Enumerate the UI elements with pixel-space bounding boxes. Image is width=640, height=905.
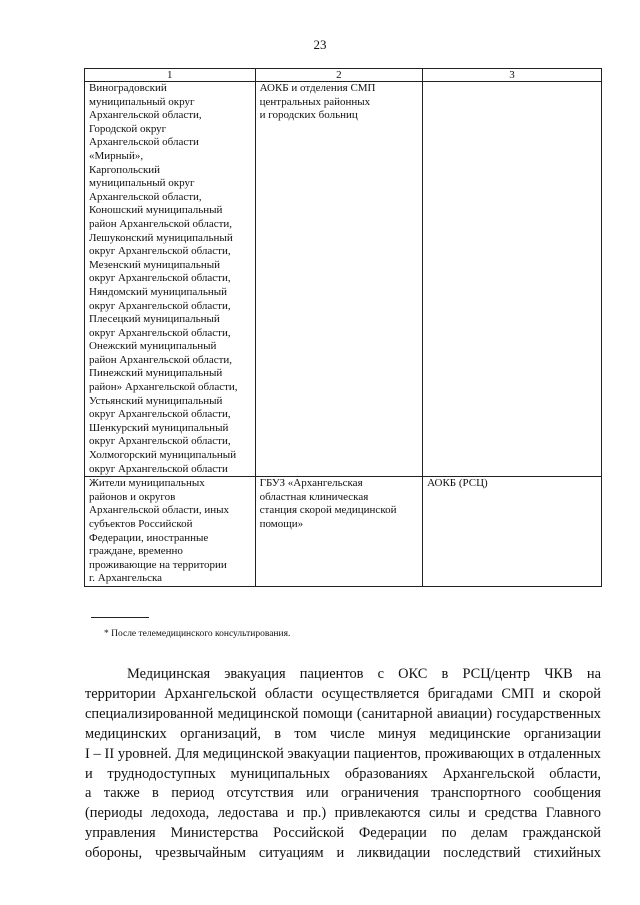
paragraph-line: Медицинская эвакуация пациентов с ОКС в РСЦ/центр ЧКВ на bbox=[127, 666, 601, 682]
cell-line: Архангельской области, иных bbox=[89, 504, 230, 517]
cell-line: Архангельской области bbox=[89, 136, 199, 149]
table-row bbox=[85, 477, 602, 587]
cell-line: Холмогорский муниципальный bbox=[89, 449, 237, 462]
paragraph-line: I – II уровней. Для медицинской эвакуации пациентов, проживающих в отдаленных bbox=[85, 745, 601, 762]
body-paragraph bbox=[85, 665, 601, 864]
cell-line: станция скорой медицинской bbox=[259, 504, 397, 517]
cell-line: Жители муниципальных bbox=[89, 477, 205, 490]
table-row bbox=[85, 82, 602, 477]
paragraph-line: специализированной медицинской помощи (санитарной авиации) государственных bbox=[85, 705, 601, 722]
row2-territory-cell bbox=[85, 477, 256, 587]
cell-line: Устьянский муниципальный bbox=[89, 394, 223, 407]
row1-first-stage-cell bbox=[255, 82, 423, 477]
cell-line: г. Архангельска bbox=[89, 572, 163, 585]
cell-line: Коношский муниципальный bbox=[89, 204, 223, 217]
cell-line: проживающие на территории bbox=[89, 558, 227, 571]
cell-line: Городской округ bbox=[89, 122, 167, 135]
footnote: * После телемедицинского консультирования. bbox=[104, 629, 291, 639]
cell-line: Онежский муниципальный bbox=[89, 340, 217, 353]
cell-line: граждане, временно bbox=[89, 545, 183, 558]
cell-line: помощи» bbox=[259, 518, 304, 530]
paragraph-line: территории Архангельской области осуществляется бригадами СМП и скорой bbox=[85, 685, 601, 702]
footnote-divider bbox=[91, 617, 149, 618]
row1-second-stage-cell bbox=[423, 82, 602, 477]
cell-line: ГБУЗ «Архангельская bbox=[259, 477, 363, 490]
column-number-3: 3 bbox=[423, 69, 602, 82]
paragraph-line: а также в период отсутствия или ограничения транспортного сообщения bbox=[85, 785, 601, 802]
cell-line: округ Архангельской области, bbox=[89, 299, 231, 312]
cell-line: районов и округов bbox=[89, 490, 176, 503]
cell-line: Няндомский муниципальный bbox=[89, 285, 228, 298]
cell-line: округ Архангельской области, bbox=[89, 326, 231, 339]
column-number-1: 1 bbox=[85, 69, 256, 82]
row1-territory-cell bbox=[85, 82, 256, 477]
cell-line: центральных районных bbox=[259, 95, 371, 108]
cell-line: и городских больниц bbox=[259, 109, 358, 122]
paragraph-line: управления Министерства Российской Федерации по делам гражданской bbox=[85, 825, 601, 842]
paragraph-line: обороны, чрезвычайным ситуациям и ликвидации последствий стихийных bbox=[85, 845, 601, 862]
row2-first-stage-cell bbox=[255, 477, 423, 587]
cell-line: «Мирный», bbox=[89, 149, 144, 162]
cell-line: район» Архангельской области, bbox=[89, 381, 238, 394]
column-number-2: 2 bbox=[255, 69, 423, 82]
cell-line: Мезенский муниципальный bbox=[89, 258, 221, 271]
routing-table bbox=[84, 68, 602, 587]
cell-line: Плесецкий муниципальный bbox=[89, 313, 220, 326]
cell-line: Архангельской области, bbox=[89, 109, 202, 122]
table-header-row bbox=[85, 69, 602, 82]
paragraph-line: (периоды ледохода, ледостава и пр.) привлекаются силы и средства Главного bbox=[85, 805, 601, 822]
cell-line: округ Архангельской области, bbox=[89, 245, 231, 258]
cell-line: Лешуконский муниципальный bbox=[89, 231, 233, 244]
cell-line: муниципальный округ bbox=[89, 177, 195, 190]
row2-second-stage-cell bbox=[423, 477, 602, 587]
cell-line: Каргопольский bbox=[89, 163, 161, 176]
cell-line: АОКБ и отделения СМП bbox=[259, 82, 376, 94]
cell-line: район Архангельской области, bbox=[89, 217, 233, 230]
cell-line: муниципальный округ bbox=[89, 95, 195, 108]
cell-line: район Архангельской области, bbox=[89, 353, 233, 366]
cell-line: округ Архангельской области, bbox=[89, 435, 231, 448]
cell-line: Федерации, иностранные bbox=[89, 531, 209, 544]
paragraph-line: медицинских организаций, в том числе минуя медицинские организации bbox=[85, 725, 601, 742]
cell-line: округ Архангельской области bbox=[89, 462, 228, 475]
cell-line: Пинежский муниципальный bbox=[89, 367, 223, 380]
cell-line: округ Архангельской области, bbox=[89, 272, 231, 285]
page-number: 23 bbox=[313, 37, 327, 52]
cell-line: АОКБ (РСЦ) bbox=[427, 477, 488, 490]
cell-line: Архангельской области, bbox=[89, 190, 202, 203]
cell-line: областная клиническая bbox=[259, 490, 369, 503]
cell-line: Виноградовский bbox=[89, 82, 167, 94]
paragraph-line: и труднодоступных муниципальных образованиях Архангельской области, bbox=[85, 765, 601, 782]
cell-line: Шенкурский муниципальный bbox=[89, 421, 229, 434]
cell-line: субъектов Российской bbox=[89, 518, 193, 530]
cell-line: округ Архангельской области, bbox=[89, 408, 231, 421]
